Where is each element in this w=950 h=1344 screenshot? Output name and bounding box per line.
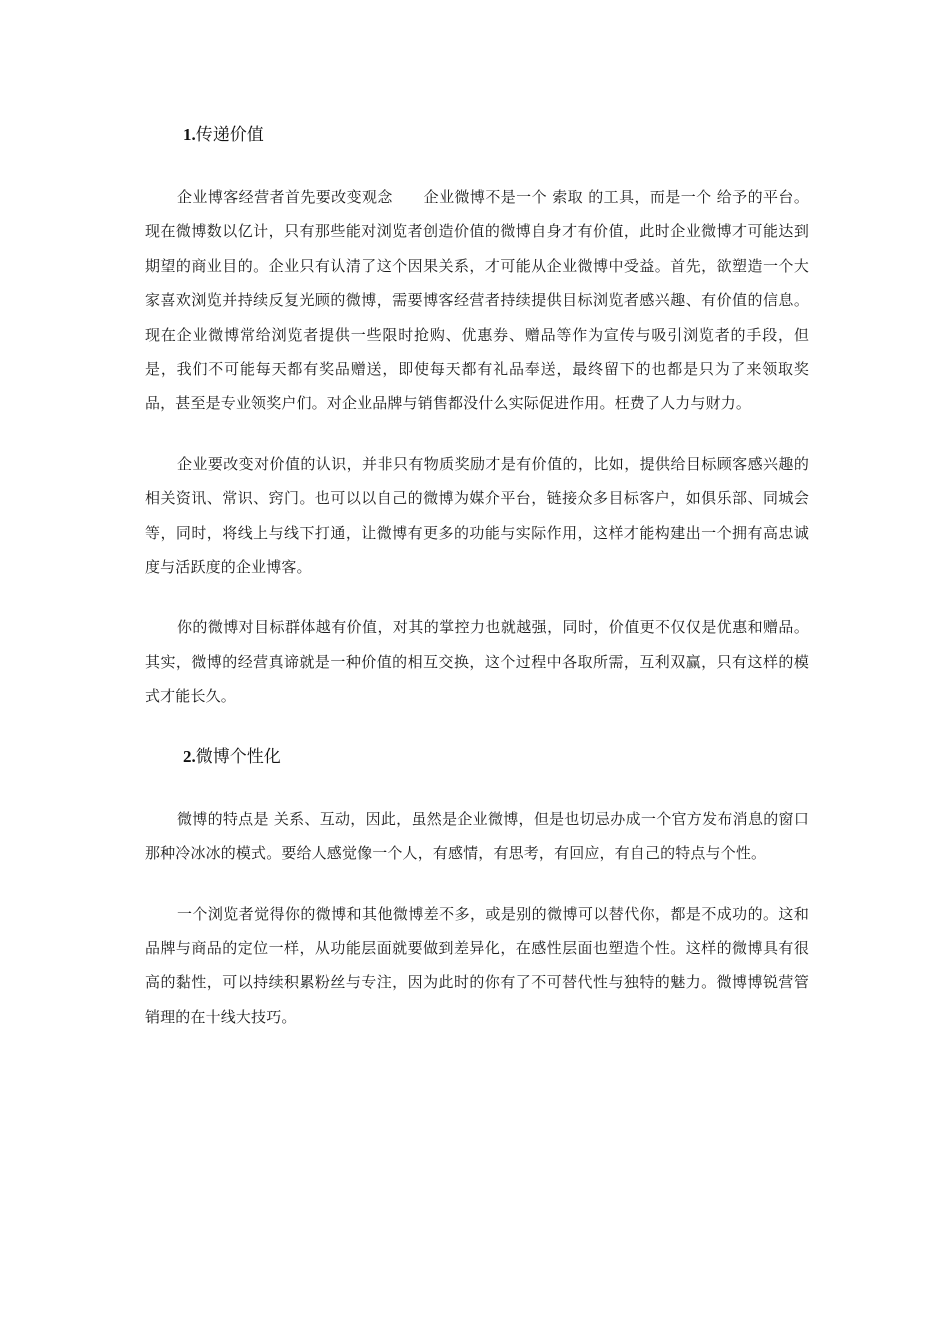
section-2-paragraph-1: 微博的特点是 关系、互动，因此，虽然是企业微博，但是也切忌办成一个官方发布消息的窗口那种冷冰冰的模式。要给人感觉像一个人，有感情，有思考，有回应，有自己的特点与个性。	[145, 809, 809, 863]
section-2-heading	[145, 740, 809, 774]
section-2-number: 2.	[183, 746, 196, 766]
section-1-title: 传递价值	[195, 125, 264, 145]
section-2-title: 微博个性化	[195, 746, 281, 767]
section-1-heading	[145, 118, 809, 152]
document-body	[145, 118, 809, 1060]
section-1-paragraph-3: 你的微博对目标群体越有价值，对其的掌控力也就越强，同时，价值更不仅仅是优惠和赠品。其实，微博的经营真谛就是一种价值的相互交换，这个过程中各取所需，互利双赢，只有这样的模式才能长久。	[145, 618, 809, 706]
section-1-number: 1.	[183, 125, 196, 144]
section-1-paragraph-2: 企业要改变对价值的认识，并非只有物质奖励才是有价值的，比如，提供给目标顾客感兴趣的相关资讯、常识、窍门。也可以以自己的微博为媒介平台，链接众多目标客户，如俱乐部、同城会等，同时，将线上与线下打通，让微博有更多的功能与实际作用，这样才能构建出一个拥有高忠诚度与活跃度的企业博客。	[145, 454, 809, 577]
section-1-paragraph-1: 企业博客经营者首先要改变观念 企业微博不是一个 索取 的工具，而是一个 给予的平台。现在微博数以亿计，只有那些能对浏览者创造价值的微博自身才有价值，此时企业微博才可能达到期望的商业目的。企业只有认清了这个因果关系，才可能从企业微博中受益。首先，欲塑造一个大家喜欢浏览并持续反复光顾的微博，需要博客经营者持续提供目标浏览者感兴趣、有价值的信息。现在企业微博常给浏览者提供一些限时抢购、优惠券、赠品等作为宣传与吸引浏览者的手段，但是，我们不可能每天都有奖品赠送，即使每天都有礼品奉送，最终留下的也都是只为了来领取奖品，甚至是专业领奖户们。对企业品牌与销售都没什么实际促进作用。枉费了人力与财力。	[145, 188, 809, 413]
section-2-paragraph-2: 一个浏览者觉得你的微博和其他微博差不多，或是别的微博可以替代你，都是不成功的。这和品牌与商品的定位一样，从功能层面就要做到差异化，在感性层面也塑造个性。这样的微博具有很高的黏性，可以持续积累粉丝与专注，因为此时的你有了不可替代性与独特的魅力。微博博锐营管销理的在十线大技巧。	[145, 904, 809, 1026]
